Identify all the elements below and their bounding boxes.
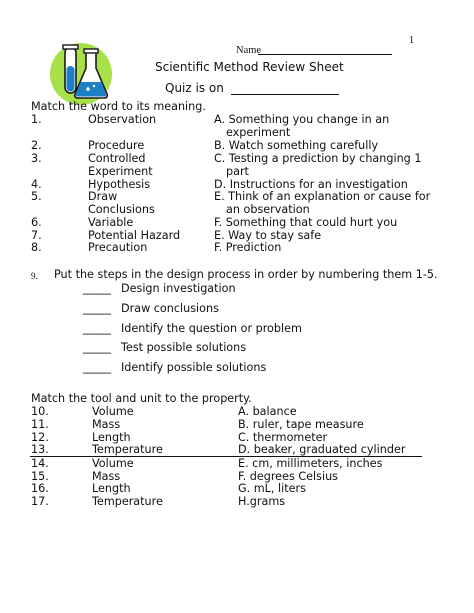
term-label: Experiment [88, 165, 153, 178]
design-step: Draw conclusions [121, 302, 219, 315]
property-number: 17. [31, 495, 49, 508]
meaning-item: B. Watch something carefully [214, 139, 379, 152]
name-blank-line[interactable] [258, 54, 392, 55]
term-label: Observation [88, 113, 157, 126]
term-label: Hypothesis [88, 178, 151, 191]
property-name: Length [92, 482, 131, 495]
page-number: 1 [409, 35, 414, 46]
meaning-item: E. Way to stay safe [214, 229, 322, 242]
property-name: Temperature [92, 495, 163, 508]
meaning-item: experiment [226, 126, 291, 139]
term-label: Draw [88, 190, 118, 203]
term-label: Variable [88, 216, 134, 229]
section1-heading: Match the word to its meaning. [31, 100, 206, 113]
section2-prompt: Put the steps in the design process in order by numbering them 1-5. [54, 268, 438, 281]
term-number: 7. [31, 229, 42, 242]
term-number: 2. [31, 139, 42, 152]
meaning-item: an observation [226, 203, 310, 216]
property-name: Length [92, 431, 131, 444]
question-number: 9. [31, 271, 38, 281]
tool-unit-option: H.grams [238, 495, 286, 508]
order-blank[interactable]: _____ [83, 282, 111, 295]
property-number: 13. [31, 443, 49, 456]
tool-unit-option: G. mL, liters [238, 482, 306, 495]
property-name: Volume [92, 457, 134, 470]
order-blank[interactable]: _____ [83, 341, 111, 354]
meaning-item: F. Prediction [214, 241, 282, 254]
tool-unit-option: D. beaker, graduated cylinder [238, 443, 406, 456]
name-label: Name [236, 45, 262, 56]
property-name: Mass [92, 418, 121, 431]
tool-unit-option: F. degrees Celsius [238, 470, 338, 483]
meaning-item: D. Instructions for an investigation [214, 178, 408, 191]
meaning-item: A. Something you change in an [214, 113, 390, 126]
meaning-item: part [226, 165, 249, 178]
term-number: 6. [31, 216, 42, 229]
section3-heading: Match the tool and unit to the property. [31, 392, 252, 405]
property-name: Temperature [92, 443, 163, 456]
tool-unit-option: E. cm, millimeters, inches [238, 457, 383, 470]
meaning-item: E. Think of an explanation or cause for [214, 190, 431, 203]
tool-unit-option: A. balance [238, 405, 297, 418]
property-number: 11. [31, 418, 49, 431]
property-number: 15. [31, 470, 49, 483]
property-number: 14. [31, 457, 49, 470]
term-number: 8. [31, 241, 42, 254]
term-label: Potential Hazard [88, 229, 181, 242]
term-number: 3. [31, 152, 42, 165]
term-label: Precaution [88, 241, 148, 254]
term-number: 4. [31, 178, 42, 191]
property-number: 16. [31, 482, 49, 495]
order-blank[interactable]: _____ [83, 322, 111, 335]
design-step: Identify the question or problem [121, 322, 302, 335]
design-step: Design investigation [121, 282, 236, 295]
quiz-label: Quiz is on [165, 81, 224, 95]
tool-unit-option: B. ruler, tape measure [238, 418, 364, 431]
design-step: Identify possible solutions [121, 361, 267, 374]
tool-unit-option: C. thermometer [238, 431, 328, 444]
term-label: Controlled [88, 152, 146, 165]
property-name: Volume [92, 405, 134, 418]
design-step: Test possible solutions [121, 341, 247, 354]
term-number: 1. [31, 113, 42, 126]
term-number: 5. [31, 190, 42, 203]
property-number: 10. [31, 405, 49, 418]
science-lab-glassware-icon [44, 38, 116, 106]
property-number: 12. [31, 431, 49, 444]
meaning-item: F. Something that could hurt you [214, 216, 398, 229]
property-name: Mass [92, 470, 121, 483]
quiz-topic-blank[interactable] [231, 94, 339, 95]
meaning-item: C. Testing a prediction by changing 1 [214, 152, 422, 165]
page-title: Scientific Method Review Sheet [155, 60, 344, 74]
term-label: Procedure [88, 139, 145, 152]
term-label: Conclusions [88, 203, 155, 216]
order-blank[interactable]: _____ [83, 361, 111, 374]
order-blank[interactable]: _____ [83, 302, 111, 315]
